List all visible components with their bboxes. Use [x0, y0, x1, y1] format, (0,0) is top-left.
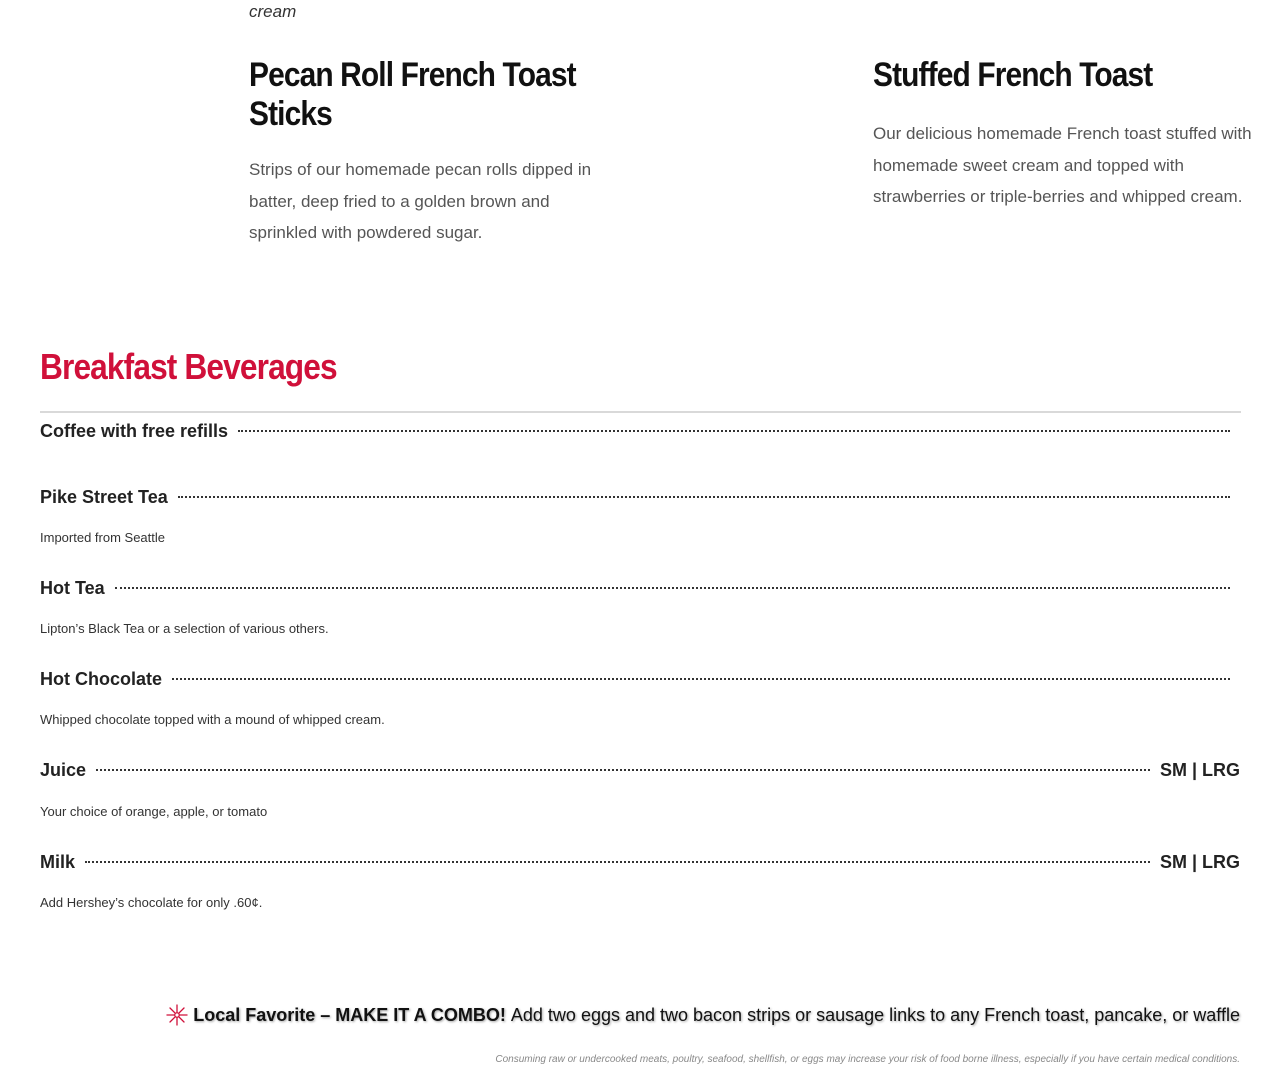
dotted-leader: [115, 587, 1230, 589]
beverage-name: Coffee with free refills: [40, 420, 229, 441]
beverage-name: Hot Tea: [40, 577, 105, 598]
beverage-row-pike-street-tea: [40, 484, 1240, 510]
beverage-name: Pike Street Tea: [40, 486, 168, 507]
beverage-name: Juice: [40, 759, 87, 780]
beverage-price: SM | LRG: [1159, 851, 1240, 872]
menu-item-pecan-roll-french-toast-sticks: [249, 56, 619, 249]
beverage-row-hot-chocolate: [40, 666, 1240, 692]
beverage-description: Imported from Seattle: [40, 530, 165, 545]
sparkle-star-icon: [166, 1004, 188, 1026]
combo-note-lead: Local Favorite – MAKE IT A COMBO!: [193, 1004, 506, 1025]
beverage-description: Whipped chocolate topped with a mound of whipped cream.: [40, 712, 385, 727]
dotted-leader: [96, 769, 1150, 771]
beverage-row-hot-tea: [40, 575, 1240, 601]
section-divider: [40, 411, 1241, 413]
previous-item-description-tail: cream: [249, 2, 297, 21]
beverage-name: Milk: [40, 851, 76, 872]
beverage-description: Add Hershey’s chocolate for only .60¢.: [40, 895, 263, 910]
item-description: Our delicious homemade French toast stuffed with homemade sweet cream and topped with strawberries or triple-berries and whipped cream.: [873, 124, 1252, 206]
menu-item-stuffed-french-toast: [873, 56, 1253, 213]
beverage-name: Hot Chocolate: [40, 668, 163, 689]
food-safety-disclaimer: Consuming raw or undercooked meats, poultry, seafood, shellfish, or eggs may increase your risk of food borne illness, especially if you have certain medical conditions.: [495, 1054, 1240, 1065]
dotted-leader: [85, 861, 1150, 863]
beverage-row-coffee: [40, 418, 1240, 444]
combo-note-text: Add two eggs and two bacon strips or sausage links to any French toast, pancake, or waffle: [510, 1004, 1240, 1025]
dotted-leader: [238, 430, 1230, 432]
beverage-row-juice: [40, 757, 1240, 783]
beverage-description: Your choice of orange, apple, or tomato: [40, 804, 268, 819]
item-title: Pecan Roll French Toast Sticks: [249, 56, 576, 133]
beverage-row-milk: [40, 849, 1240, 875]
combo-note: [166, 1004, 1240, 1026]
section-heading-breakfast-beverages: Breakfast Beverages: [40, 346, 337, 387]
dotted-leader: [178, 496, 1230, 498]
item-title: Stuffed French Toast: [873, 56, 1153, 94]
item-description: Strips of our homemade pecan rolls dipped in batter, deep fried to a golden brown and sprinkled with powdered sugar.: [249, 160, 592, 242]
beverage-price: SM | LRG: [1159, 759, 1240, 780]
beverage-description: Lipton’s Black Tea or a selection of various others.: [40, 621, 329, 636]
dotted-leader: [172, 678, 1230, 680]
